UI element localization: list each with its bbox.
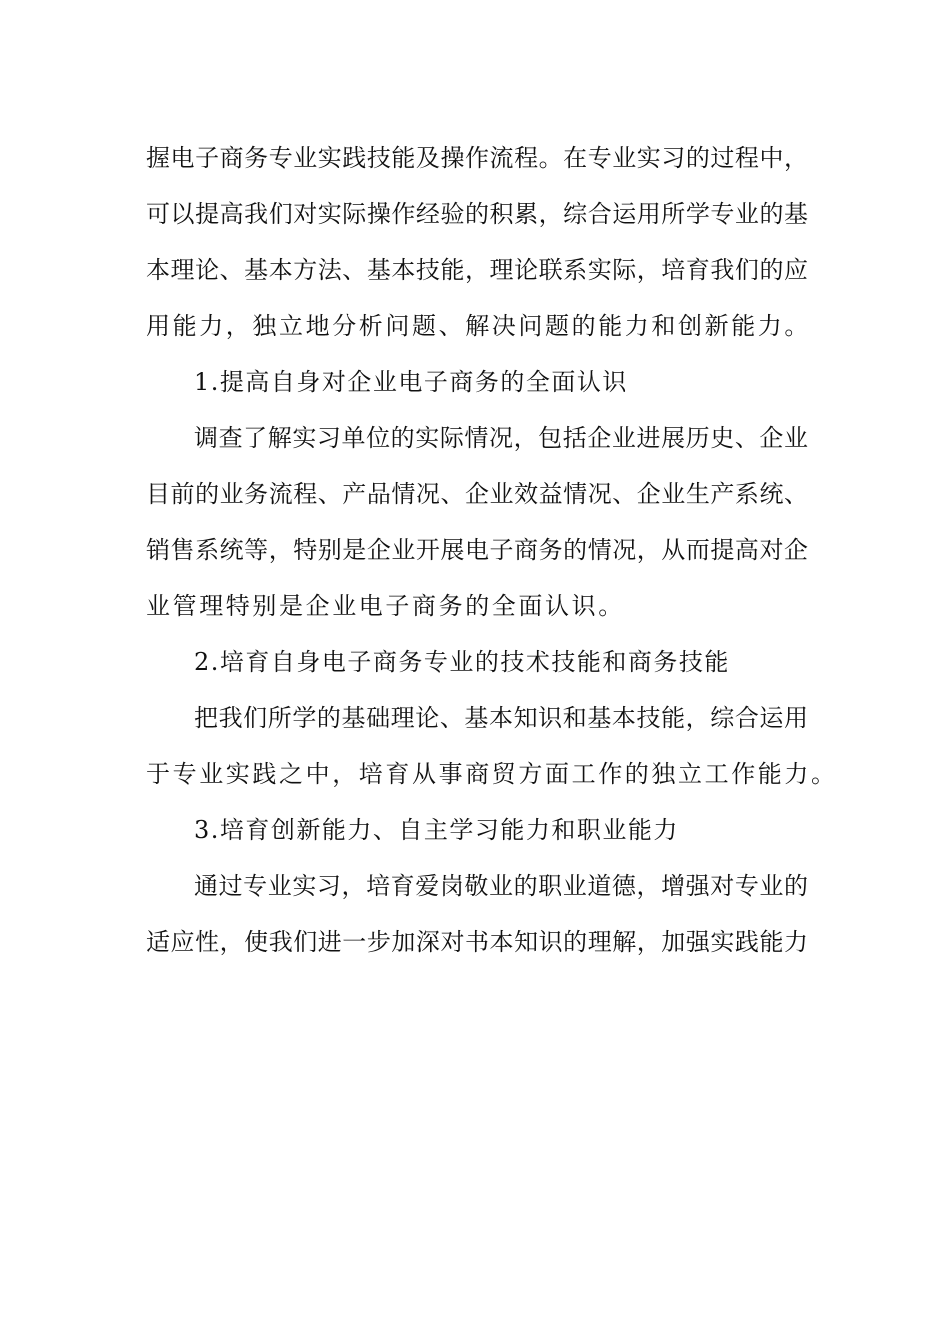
- text-line: 业管理特别是企业电子商务的全面认识。: [146, 592, 625, 620]
- text-line: 目前的业务流程、产品情况、企业效益情况、企业生产系统、: [146, 480, 808, 508]
- section-heading: 2.培育自身电子商务专业的技术技能和商务技能: [194, 648, 730, 676]
- text-line: 握电子商务专业实践技能及操作流程。在专业实习的过程中，: [146, 144, 808, 172]
- text-line: 调查了解实习单位的实际情况，包括企业进展历史、企业: [194, 424, 808, 452]
- text-line: 用能力，独立地分析问题、解决问题的能力和创新能力。: [146, 312, 811, 340]
- text-line: 可以提高我们对实际操作经验的积累，综合运用所学专业的基: [146, 200, 808, 228]
- text-line: 本理论、基本方法、基本技能，理论联系实际，培育我们的应: [146, 256, 808, 284]
- text-line: 于专业实践之中，培育从事商贸方面工作的独立工作能力。: [146, 760, 838, 788]
- document-body: [146, 130, 838, 970]
- text-line: 把我们所学的基础理论、基本知识和基本技能，综合运用: [194, 704, 808, 732]
- text-line: 销售系统等，特别是企业开展电子商务的情况，从而提高对企: [146, 536, 808, 564]
- section-heading: 1.提高自身对企业电子商务的全面认识: [194, 368, 628, 396]
- section-heading: 3.培育创新能力、自主学习能力和职业能力: [194, 816, 679, 844]
- text-line: 适应性，使我们进一步加深对书本知识的理解，加强实践能力: [146, 928, 808, 956]
- text-line: 通过专业实习，培育爱岗敬业的职业道德，增强对专业的: [194, 872, 808, 900]
